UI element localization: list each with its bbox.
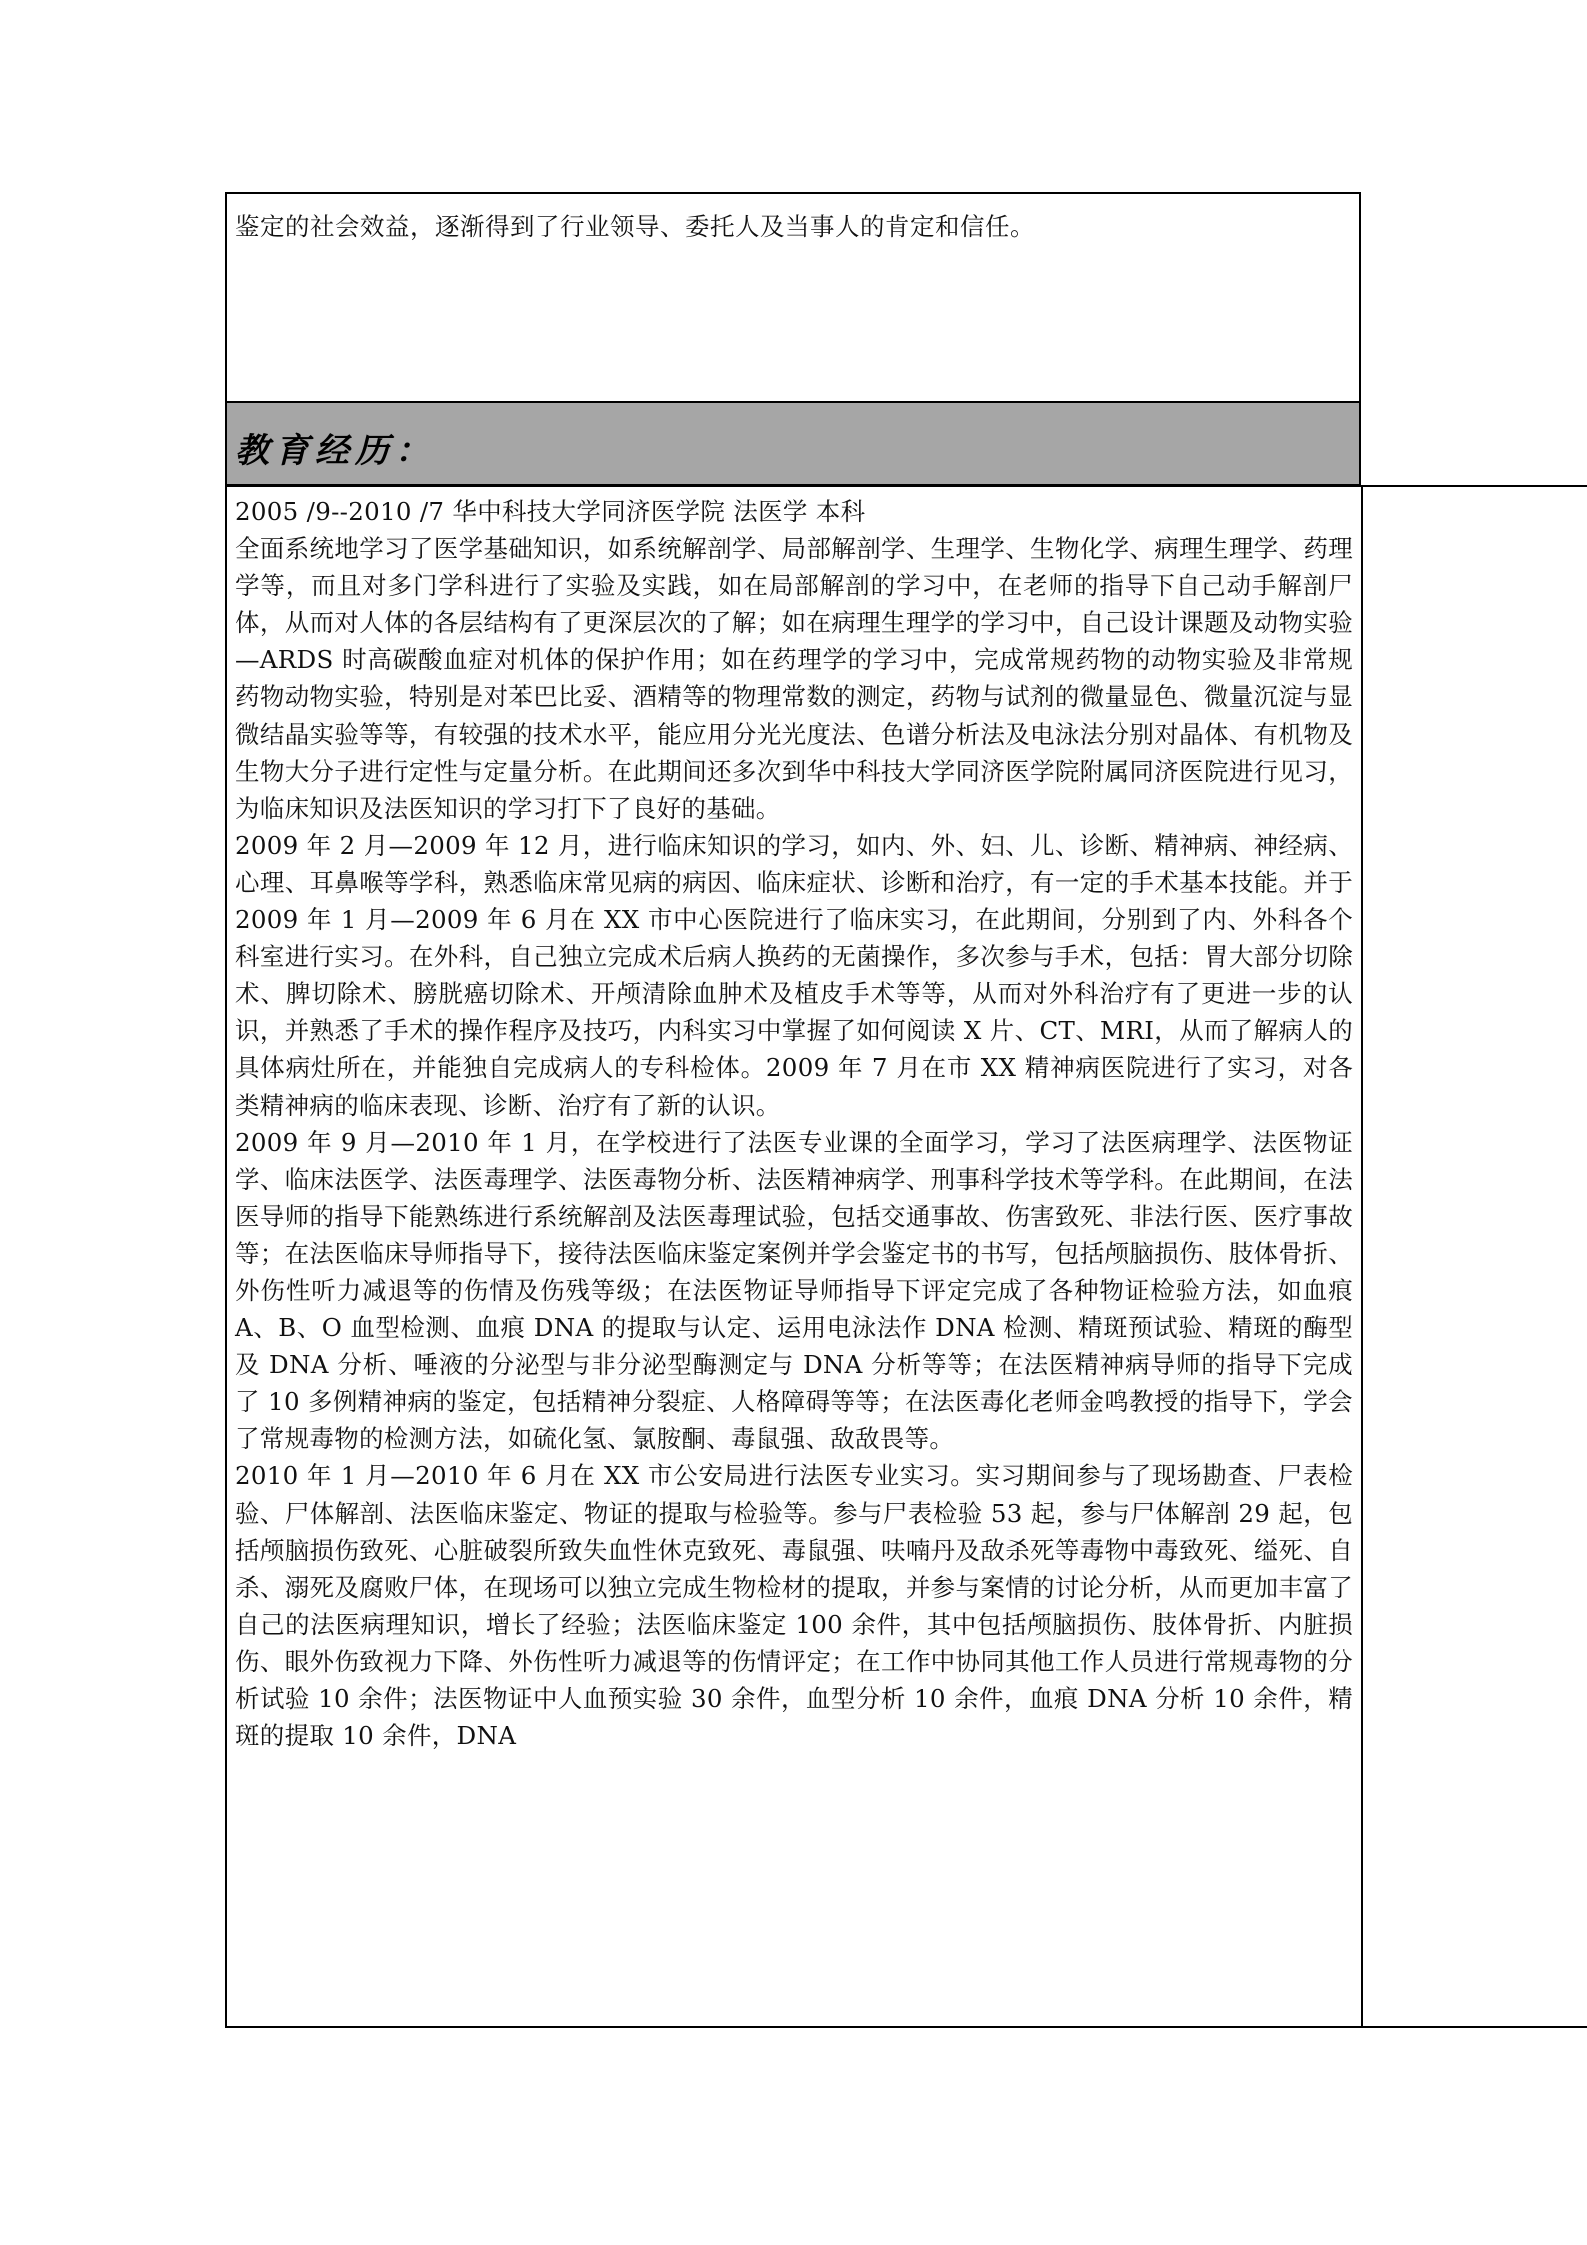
- education-entry-header: 2005 /9--2010 /7 华中科技大学同济医学院 法医学 本科: [235, 497, 866, 526]
- education-content: [227, 487, 1361, 1754]
- section-title: 教育经历：: [235, 431, 435, 471]
- continuation-text: 鉴定的社会效益，逐渐得到了行业领导、委托人及当事人的肯定和信任。: [235, 212, 1035, 241]
- table-border-right-bottom: [1361, 2026, 1587, 2028]
- education-paragraph: 2010 年 1 月—2010 年 6 月在 XX 市公安局进行法医专业实习。实习期间参与了现场勘查、尸表检验、尸体解剖、法医临床鉴定、物证的提取与检验等。参与尸表检验 53 起，参与尸体解剖 29 起，包括颅脑损伤致死、心脏破裂所致失血性休克致死、毒鼠强、呋喃丹及敌杀死等毒物中毒致死、缢死、自杀、溺死及腐败尸体，在现场可以独立完成生物检材的提取，并参与案情的讨论分析，从而更加丰富了自己的法医病理知识，增长了经验；法医临床鉴定 100 余件，其中包括颅脑损伤、肢体骨折、内脏损伤、眼外伤致视力下降、外伤性听力减退等的伤情评定；在工作中协同其他工作人员进行常规毒物的分析试验 10 余件；法医物证中人血预实验 30 余件，血型分析 10 余件，血痕 DNA 分析 10 余件，精斑的提取 10 余件，DNA: [235, 1461, 1353, 1751]
- education-paragraph: 2009 年 2 月—2009 年 12 月，进行临床知识的学习，如内、外、妇、儿、诊断、精神病、神经病、心理、耳鼻喉等学科，熟悉临床常见病的病因、临床症状、诊断和治疗，有一定的手术基本技能。并于 2009 年 1 月—2009 年 6 月在 XX 市中心医院进行了临床实习，在此期间，分别到了内、外科各个科室进行实习。在外科，自己独立完成术后病人换药的无菌操作，多次参与手术，包括：胃大部分切除术、脾切除术、膀胱癌切除术、开颅清除血肿术及植皮手术等等，从而对外科治疗有了更进一步的认识，并熟悉了手术的操作程序及技巧，内科实习中掌握了如何阅读 X 片、CT、MRI，从而了解病人的具体病灶所在，并能独自完成病人的专科检体。2009 年 7 月在市 XX 精神病医院进行了实习，对各类精神病的临床表现、诊断、治疗有了新的认识。: [235, 830, 1353, 1120]
- previous-section-cell: [225, 192, 1361, 401]
- education-paragraph: 2009 年 9 月—2010 年 1 月，在学校进行了法医专业课的全面学习，学习了法医病理学、法医物证学、临床法医学、法医毒理学、法医毒物分析、法医精神病学、刑事科学技术等学科。在此期间，在法医导师的指导下能熟练进行系统解剖及法医毒理试验，包括交通事故、伤害致死、非法行医、医疗事故等；在法医临床导师指导下，接待法医临床鉴定案例并学会鉴定书的书写，包括颅脑损伤、肢体骨折、外伤性听力减退等的伤情及伤残等级；在法医物证导师指导下评定完成了各种物证检验方法，如血痕 A、B、O 血型检测、血痕 DNA 的提取与认定、运用电泳法作 DNA 检测、精斑预试验、精斑的酶型及 DNA 分析、唾液的分泌型与非分泌型酶测定与 DNA 分析等等；在法医精神病导师的指导下完成了 10 多例精神病的鉴定，包括精神分裂症、人格障碍等等；在法医毒化老师金鸣教授的指导下，学会了常规毒物的检测方法，如硫化氢、氯胺酮、毒鼠强、敌敌畏等。: [235, 1127, 1353, 1454]
- table-border-right-top: [1361, 485, 1587, 487]
- education-cell: [225, 485, 1363, 2028]
- education-paragraph: 全面系统地学习了医学基础知识，如系统解剖学、局部解剖学、生理学、生物化学、病理生理学、药理学等，而且对多门学科进行了实验及实践，如在局部解剖的学习中，在老师的指导下自己动手解剖尸体，从而对人体的各层结构有了更深层次的了解；如在病理生理学的学习中，自己设计课题及动物实验—ARDS 时高碳酸血症对机体的保护作用；如在药理学的学习中，完成常规药物的动物实验及非常规药物动物实验，特别是对苯巴比妥、酒精等的物理常数的测定，药物与试剂的微量显色、微量沉淀与显微结晶实验等等，有较强的技术水平，能应用分光光度法、色谱分析法及电泳法分别对晶体、有机物及生物大分子进行定性与定量分析。在此期间还多次到华中科技大学同济医学院附属同济医院进行见习，为临床知识及法医知识的学习打下了良好的基础。: [235, 534, 1353, 823]
- section-header-education: [225, 401, 1361, 486]
